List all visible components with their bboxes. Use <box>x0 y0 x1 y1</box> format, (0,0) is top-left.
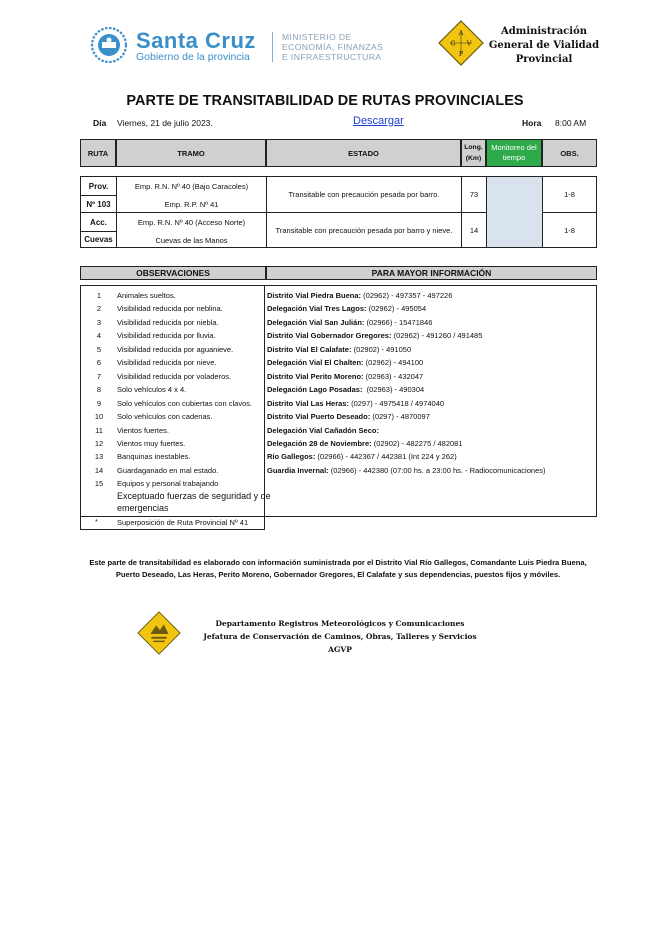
observacion-text: Visibilidad reducida por neblina. <box>117 304 223 314</box>
list-item <box>267 357 423 368</box>
observacion-number: 14 <box>94 465 104 475</box>
observacion-text: Visibilidad reducida por voladeros. <box>117 371 232 381</box>
disclaimer-note: Este parte de transitabilidad es elaborado con información suministrada por el Distrito Vial Río Gallegos, Comandante Luis Piedra Buena, Puerto Deseado, Las Heras, Perito Moreno, Gobernador Gregores, El Calafate y sus dependencias, puestos fijos y móviles. <box>89 558 587 579</box>
col-header-ruta: RUTA <box>80 139 116 167</box>
observacion-number: 10 <box>94 412 104 422</box>
long-value: 14 <box>469 225 479 235</box>
col-header-obs: OBS. <box>542 139 597 167</box>
observacion-text: Vientos fuertes. <box>117 425 169 435</box>
estado-value: Transitable con precaución pesada por barro. <box>288 190 440 199</box>
list-item <box>267 411 430 422</box>
list-item <box>267 465 545 476</box>
observacion-number: 2 <box>96 304 102 314</box>
contact-name: Delegación Vial San Julián: <box>267 317 365 327</box>
list-item <box>267 451 457 462</box>
observacion-text: Visibilidad reducida por lluvia. <box>117 331 216 341</box>
observacion-number: 13 <box>94 452 104 462</box>
observacion-number: 9 <box>96 398 102 408</box>
observacion-number: 4 <box>96 331 102 341</box>
info-header: PARA MAYOR INFORMACIÓN <box>266 266 597 280</box>
observacion-number: 11 <box>95 425 103 435</box>
contact-name: Distrito Vial Piedra Buena: <box>267 291 362 300</box>
contact-detail: (02966) - 442367 / 442381 (Int 224 y 262) <box>315 452 457 462</box>
list-item <box>267 371 423 382</box>
observacion-number: 1 <box>96 291 102 300</box>
list-item <box>267 425 379 436</box>
col-header-tramo: TRAMO <box>116 139 266 167</box>
contact-name: Distrito Vial Las Heras: <box>267 398 349 408</box>
agvp-letter-v: V <box>466 39 472 48</box>
santa-cruz-logo-icon <box>90 26 128 64</box>
ruta-line-2: Nº 103 <box>86 199 111 209</box>
dia-value: Viernes, 21 de julio 2023. <box>117 118 213 128</box>
obs-value: 1-8 <box>564 225 575 235</box>
ruta-line-1: Acc. <box>90 217 107 227</box>
contact-detail: (0297) - 4870097 <box>370 412 430 422</box>
contact-detail: (02962) - 497357 - 497226 <box>361 291 453 300</box>
tramo-to: Cuevas de las Manos <box>155 235 228 245</box>
col-header-monitoreo: Monitoreo del tiempo <box>486 139 542 167</box>
observacion-number: 12 <box>94 438 104 448</box>
obs-value: 1-8 <box>564 190 575 199</box>
contact-name: Distrito Vial Perito Moreno: <box>267 371 364 381</box>
observacion-text: Visibilidad reducida por aguanieve. <box>117 344 234 354</box>
observacion-number: 7 <box>96 371 102 381</box>
list-item <box>267 384 424 395</box>
observacion-text: Vientos muy fuertes. <box>117 438 186 448</box>
contact-detail: (02963) - 432047 <box>363 371 424 381</box>
contact-name: Delegación 28 de Noviembre: <box>267 438 372 448</box>
brand-subtitle: Gobierno de la provincia <box>136 51 250 63</box>
contact-detail: (02963) - 490304 <box>362 385 425 395</box>
contact-detail: (02962) - 495054 <box>366 304 427 314</box>
ruta-line-2: Cuevas <box>84 235 113 244</box>
contact-detail: (02966) - 15471846 <box>364 317 433 327</box>
observacion-text: Banquinas inestables. <box>117 452 191 462</box>
agvp-logo-icon <box>438 20 484 66</box>
observacion-number: 6 <box>96 358 102 368</box>
contact-detail: (02902) - 491050 <box>351 344 412 354</box>
agvp-letter-g: G <box>450 39 456 48</box>
list-item <box>267 290 452 301</box>
list-item <box>267 330 482 341</box>
agvp-footer-logo-icon <box>137 611 181 655</box>
contact-name: Distrito Vial El Calafate: <box>267 344 352 354</box>
contact-name: Delegación Vial Cañadón Seco: <box>267 425 379 435</box>
header-divider <box>272 32 273 62</box>
tramo-from: Emp. R.N. Nº 40 (Acceso Norte) <box>137 217 246 227</box>
contact-detail: (02962) - 494100 <box>363 358 424 368</box>
contact-detail: (02902) - 482275 / 482081 <box>371 438 463 448</box>
col-header-long: Long. (Km) <box>461 139 486 167</box>
observacion-text: Solo vehículos 4 x 4. <box>117 385 187 395</box>
observacion-text: Equipos y personal trabajando <box>117 479 219 489</box>
observacion-text: Solo vehículos con cadenas. <box>117 412 213 422</box>
observacion-text: Solo vehículos con cubiertas con clavos. <box>117 398 253 408</box>
contact-name: Delegación Vial El Chalten: <box>267 358 364 368</box>
observacion-text: Guardaganado en mal estado. <box>117 465 219 475</box>
estado-value: Transitable con precaución pesada por barro y nieve. <box>275 225 453 235</box>
contact-name: Delegación Lago Posadas: <box>267 385 363 395</box>
observacion-number: 15 <box>94 479 104 489</box>
contact-name: Distrito Vial Puerto Deseado: <box>267 412 371 422</box>
observaciones-header: OBSERVACIONES <box>80 266 266 280</box>
hora-label: Hora <box>522 118 542 128</box>
footnote-mark: * <box>95 517 98 526</box>
contact-name: Guardia Invernal: <box>267 465 329 475</box>
tramo-to: Emp. R.P. Nº 41 <box>164 199 219 209</box>
download-link[interactable]: Descargar <box>353 115 404 127</box>
list-item <box>267 398 444 409</box>
list-item <box>267 438 463 449</box>
dia-label: Día <box>93 118 107 128</box>
col-header-estado: ESTADO <box>266 139 461 167</box>
observacion-text: Visibilidad reducida por niebla. <box>117 317 219 327</box>
weather-monitor-cell <box>487 177 542 247</box>
observacion-extra: Exceptuado fuerzas de seguridad y de emergencias <box>117 491 271 513</box>
ruta-line-1: Prov. <box>88 181 109 191</box>
contact-name: Distrito Vial Gobernador Gregores: <box>267 331 392 341</box>
list-item <box>267 317 432 328</box>
tramo-from: Emp. R.N. Nº 40 (Bajo Caracoles) <box>134 181 249 191</box>
list-item <box>267 344 411 355</box>
contact-detail: (02962) - 491260 / 491485 <box>391 331 483 341</box>
list-item <box>267 303 426 314</box>
ministry-name: MINISTERIO DE ECONOMÍA, FINANZAS E INFRAESTRUCTURA <box>282 32 384 62</box>
brand-name: Santa Cruz <box>136 28 256 53</box>
contact-name: Río Gallegos: <box>267 452 316 462</box>
agvp-letter-p: P <box>458 50 464 58</box>
agvp-letter-a: A <box>458 29 464 37</box>
contact-detail: (02966) - 442380 (07:00 hs. a 23:00 hs. - Radiocomunicaciones) <box>328 465 546 475</box>
contact-name: Delegación Vial Tres Lagos: <box>267 304 367 314</box>
observacion-number: 5 <box>96 344 102 354</box>
long-value: 73 <box>469 190 479 199</box>
observacion-number: 8 <box>96 385 102 395</box>
observacion-text: Visibilidad reducida por nieve. <box>117 358 217 368</box>
footer-department: Departamento Registros Meteorológicos y Comunicaciones Jefatura de Conservación de Caminos, Obras, Talleres y Servicios AGVP <box>203 619 477 654</box>
hora-value: 8:00 AM <box>555 118 587 128</box>
page-title: PARTE DE TRANSITABILIDAD DE RUTAS PROVINCIALES <box>126 93 524 109</box>
observacion-number: 3 <box>96 317 102 327</box>
footnote-text: Superposición de Ruta Provincial Nº 41 <box>117 518 249 527</box>
contact-detail: (0297) - 4975418 / 4974040 <box>348 398 445 408</box>
agvp-title: Administración General de Vialidad Provincial <box>488 26 600 65</box>
observacion-text: Animales sueltos. <box>117 291 176 300</box>
